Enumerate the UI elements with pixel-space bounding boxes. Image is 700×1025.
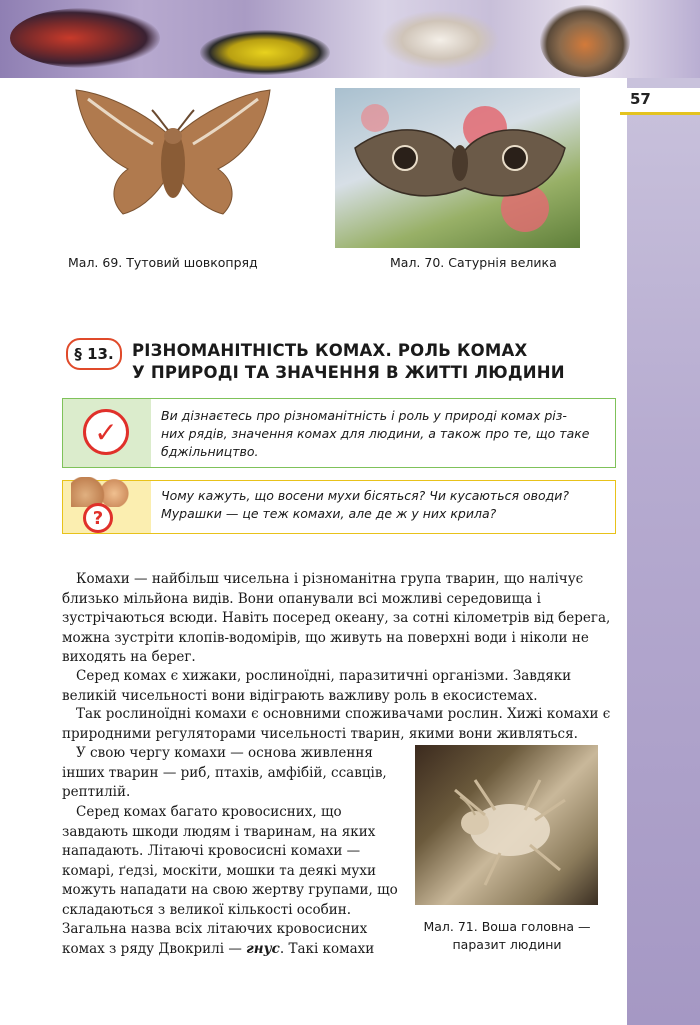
paragraph-4-end: . Такі комахи xyxy=(279,940,375,957)
page-number: 57 xyxy=(630,90,651,108)
figure-71-head-louse xyxy=(415,745,598,905)
question-line2: Мурашки — це теж комахи, але де ж у них крила? xyxy=(161,506,497,521)
side-strip xyxy=(627,78,700,1025)
figure-71-caption-line2: паразит людини xyxy=(452,937,562,952)
leaf-photo xyxy=(380,10,500,70)
bird-photo xyxy=(540,5,630,77)
learn-text xyxy=(161,407,606,461)
children-icon xyxy=(71,477,143,507)
figure-69-silkmoth xyxy=(68,84,278,244)
check-icon: ✓ xyxy=(83,409,129,455)
figure-70-caption: Мал. 70. Сатурнія велика xyxy=(390,255,557,270)
section-title xyxy=(132,340,602,384)
question-icon-cell xyxy=(63,481,151,533)
figure-70-saturnia xyxy=(335,88,580,248)
question-icon: ? xyxy=(83,503,113,533)
paragraph-3b xyxy=(62,744,402,803)
learn-line1: Ви дізнаєтесь про різноманітність і роль у природі комах різ- xyxy=(161,408,567,423)
paragraph-2-text: Серед комах є хижаки, рослиноїдні, паразитичні організми. Завдяки великій чисельності вони відіграють важливу роль в екосистемах. xyxy=(62,668,572,704)
paragraph-4 xyxy=(62,803,402,959)
paragraph-3-text: Так рослиноїдні комахи є основними споживачами рослин. Хижі комахи є природними регуляторами чисельності тварин, якими вони живляться. xyxy=(62,706,611,742)
paragraph-3b-text: У свою чергу комахи — основа живлення інших тварин — риб, птахів, амфібій, ссавців, рептилій. xyxy=(62,745,387,800)
paragraph-4-start: Серед комах багато кровосисних, що завдають шкоди людям і тваринам, на яких нападають. Літаючі кровосисні комахи — комарі, ґедзі, москіти, мошки та деякі мухи можуть нападати на свою жертву групами, що складаються з великої кількості особин. Загальна назва всіх літаючих кровосисних комах з ряду Двокрилі — xyxy=(62,804,398,957)
paragraph-1-text: Комахи — найбільш чисельна і різноманітна група тварин, що налічує близько мільйона видів. Вони опанували всі можливі середовища і зустрічаються всюди. Навіть посеред океану, за сотні кілометрів від берега, можна зустріти клопів-водомірів, що живуть на поверхні води і ніколи не виходять на берег. xyxy=(62,571,611,665)
question-text xyxy=(161,487,606,523)
learn-line2: них рядів, значення комах для людини, а також про те, що таке xyxy=(161,426,590,441)
section-title-line2: У ПРИРОДІ ТА ЗНАЧЕННЯ В ЖИТТІ ЛЮДИНИ xyxy=(132,363,565,382)
term-gnus: гнус xyxy=(246,940,280,957)
learn-icon-cell xyxy=(63,399,151,467)
learn-box xyxy=(62,398,616,468)
learn-line3: бджільництво. xyxy=(161,444,259,459)
paragraph-1 xyxy=(62,570,614,668)
top-banner-photo xyxy=(0,0,700,78)
figure-71-caption xyxy=(412,918,602,954)
question-box xyxy=(62,480,616,534)
section-number-badge: § 13. xyxy=(66,338,122,370)
paragraph-4-text xyxy=(62,803,402,959)
figure-71-caption-line1: Мал. 71. Воша головна — xyxy=(423,919,591,934)
fish-photo xyxy=(200,30,330,75)
butterfly-photo xyxy=(10,8,160,68)
figure-69-caption: Мал. 69. Тутовий шовкопряд xyxy=(68,255,258,270)
question-line1: Чому кажуть, що восени мухи бісяться? Чи кусаються оводи? xyxy=(161,488,570,503)
paragraph-3 xyxy=(62,705,614,744)
paragraph-2 xyxy=(62,667,614,706)
section-title-line1: РІЗНОМАНІТНІСТЬ КОМАХ. РОЛЬ КОМАХ xyxy=(132,341,528,360)
